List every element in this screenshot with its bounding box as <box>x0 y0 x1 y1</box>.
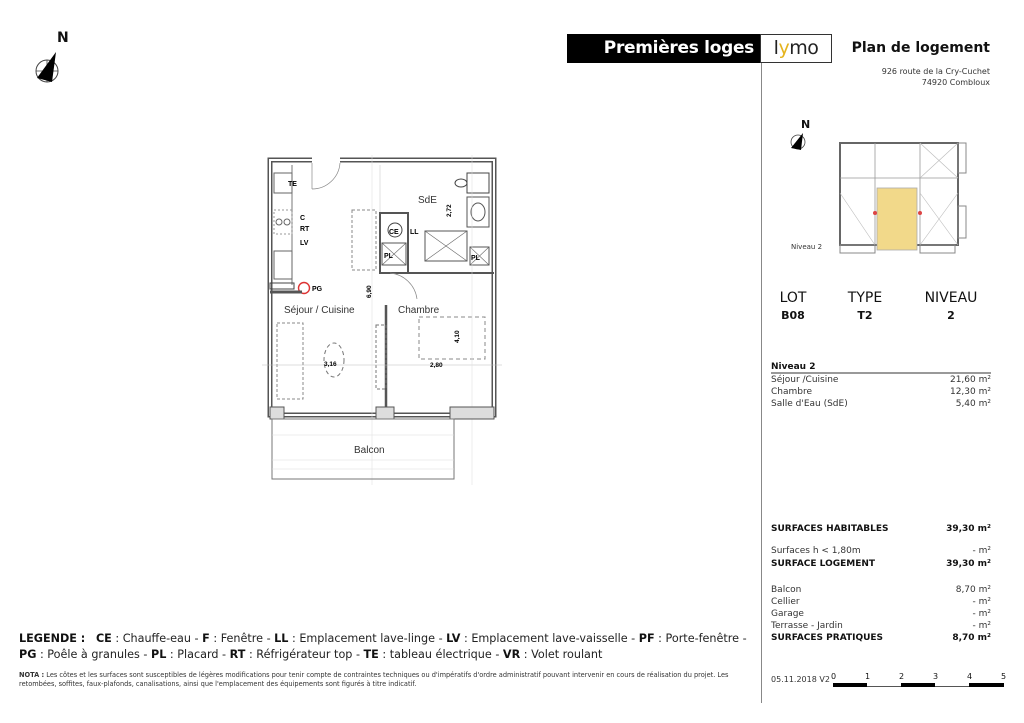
row-name: Balcon <box>771 585 802 595</box>
row-name: Terrasse - Jardin <box>771 621 843 631</box>
compass-icon <box>30 44 70 100</box>
scale-tick: 1 <box>865 672 871 681</box>
row-name: Séjour /Cuisine <box>771 375 839 385</box>
floor-plan <box>262 155 502 485</box>
key-plan-level-label: Niveau 2 <box>791 243 823 251</box>
row-value: 8,70 m² <box>952 633 991 643</box>
dim-2-72: 2,72 <box>446 204 453 217</box>
vertical-divider <box>761 63 762 703</box>
legend-code: CE <box>95 632 112 645</box>
dim-3-16: 3,16 <box>324 361 337 368</box>
type-label: TYPE <box>847 290 883 306</box>
dim-4-10: 4,10 <box>454 330 461 343</box>
row-value: 5,40 m² <box>955 399 991 409</box>
dim-2-80: 2,80 <box>430 362 443 369</box>
legend-code: LV <box>446 632 461 645</box>
address-line-2: 74920 Combloux <box>921 78 990 87</box>
legend-code: F <box>202 632 210 645</box>
row-value: 39,30 m² <box>946 524 991 534</box>
compass-icon <box>788 130 812 154</box>
scale-tick: 5 <box>1001 672 1007 681</box>
room-chambre: Chambre <box>398 305 440 316</box>
niveau-label: NIVEAU <box>924 290 978 306</box>
scale-tick: 2 <box>899 672 905 681</box>
label-pl: PL <box>471 255 480 262</box>
label-c: C <box>300 215 306 222</box>
legend-desc: Volet roulant <box>531 648 603 661</box>
niveau-value: 2 <box>947 309 955 322</box>
surface-row <box>771 375 991 386</box>
row-name: Cellier <box>771 597 800 607</box>
legend-code: TE <box>363 648 379 661</box>
label-pl: PL <box>384 253 393 260</box>
legend-code: PF <box>638 632 655 645</box>
annex-row <box>771 621 991 632</box>
legend-desc: Porte-fenêtre <box>665 632 740 645</box>
legend: LEGENDE : CE : Chauffe-eau - F : Fenêtre - LL : Emplacement lave-linge - LV : Emplacement lave-vaisselle - PF : Porte-fenêtre - PG : Poêle à granules - PL : Placard - RT : Réfrigérateur top - TE : tableau électrique - VR : Volet roulant <box>19 632 747 661</box>
label-ll: LL <box>410 229 419 236</box>
legend-code: RT <box>229 648 246 661</box>
row-name: SURFACE LOGEMENT <box>771 559 876 569</box>
row-value: - m² <box>972 609 991 619</box>
scale-segment <box>901 683 935 687</box>
surfaces-pratiques-row <box>771 633 991 644</box>
room-sejour-cuisine: Séjour / Cuisine <box>284 305 355 316</box>
lot-value: B08 <box>781 309 805 322</box>
row-name: Surfaces h < 1,80m <box>771 546 861 556</box>
lot-label: LOT <box>779 290 807 306</box>
level-title: Niveau 2 <box>771 362 816 372</box>
level-rule <box>771 372 991 374</box>
legend-desc: Réfrigérateur top <box>256 648 353 661</box>
legend-title: LEGENDE : <box>19 632 86 645</box>
dim-6-90: 6,90 <box>366 285 373 298</box>
surfaces-low-row <box>771 546 991 557</box>
annex-row <box>771 609 991 620</box>
legend-desc: Poêle à granules <box>47 648 140 661</box>
legend-desc: Placard <box>177 648 219 661</box>
legend-desc: Chauffe-eau <box>122 632 191 645</box>
row-name: Garage <box>771 609 804 619</box>
logo-part: mo <box>789 37 819 59</box>
label-ce: CE <box>389 229 399 236</box>
row-value: 8,70 m² <box>955 585 991 595</box>
room-balcon: Balcon <box>354 445 385 456</box>
annex-row <box>771 585 991 596</box>
row-value: - m² <box>972 597 991 607</box>
scale-tick: 0 <box>831 672 837 681</box>
annex-row <box>771 597 991 608</box>
scale-tick: 3 <box>933 672 939 681</box>
legend-code: PG <box>19 648 37 661</box>
key-plan <box>835 138 970 258</box>
legend-desc: tableau électrique <box>389 648 492 661</box>
surface-row <box>771 399 991 410</box>
logo-accent: y <box>778 37 790 59</box>
row-value: 21,60 m² <box>949 375 991 385</box>
north-label: N <box>57 30 69 46</box>
row-name: Chambre <box>771 387 813 397</box>
surface-logement-row <box>771 559 991 570</box>
legend-desc: Emplacement lave-linge <box>299 632 436 645</box>
scale-segment <box>833 683 867 687</box>
scale-segment <box>969 683 1004 687</box>
nota <box>19 671 759 689</box>
address-line-1: 926 route de la Cry-Cuchet <box>881 67 990 76</box>
surfaces-habitables-row <box>771 524 991 535</box>
row-value: - m² <box>972 621 991 631</box>
page-title: Plan de logement <box>851 40 990 56</box>
legend-code: VR <box>502 648 521 661</box>
scale-tick: 4 <box>967 672 973 681</box>
row-value: - m² <box>972 546 991 556</box>
brand-premieres-loges: Premières loges <box>567 34 760 63</box>
label-te: TE <box>288 181 297 188</box>
row-value: 39,30 m² <box>946 559 991 569</box>
row-name: SURFACES HABITABLES <box>771 524 889 534</box>
brand-lymo-logo <box>760 34 832 63</box>
legend-code: PL <box>151 648 167 661</box>
row-value: 12,30 m² <box>949 387 991 397</box>
legend-desc: Fenêtre <box>220 632 264 645</box>
label-rt: RT <box>300 226 310 233</box>
row-name: Salle d'Eau (SdE) <box>771 399 848 409</box>
type-value: T2 <box>857 309 873 322</box>
row-name: SURFACES PRATIQUES <box>771 633 884 643</box>
label-lv: LV <box>300 240 309 247</box>
label-pg: PG <box>312 286 323 293</box>
nota-label: NOTA : <box>19 671 45 679</box>
date-version: 05.11.2018 V2 <box>771 675 830 684</box>
nota-text: Les côtes et les surfaces sont susceptibles de légères modifications pour tenir compte de contraintes techniques ou d'impératifs d'ordre administratif pouvant intervenir en cours de réalisation du projet. Les retombées, soffites, faux-plafonds, canalisations, ainsi que l'emplacement des équipements sont figurés à titre indicatif. <box>19 671 729 688</box>
address <box>820 66 990 88</box>
surface-row <box>771 387 991 398</box>
room-sde: SdE <box>418 195 437 206</box>
logo-part: l <box>773 37 779 59</box>
legend-desc: Emplacement lave-vaisselle <box>471 632 628 645</box>
legend-code: LL <box>274 632 289 645</box>
key-plan-north-label: N <box>801 118 811 131</box>
